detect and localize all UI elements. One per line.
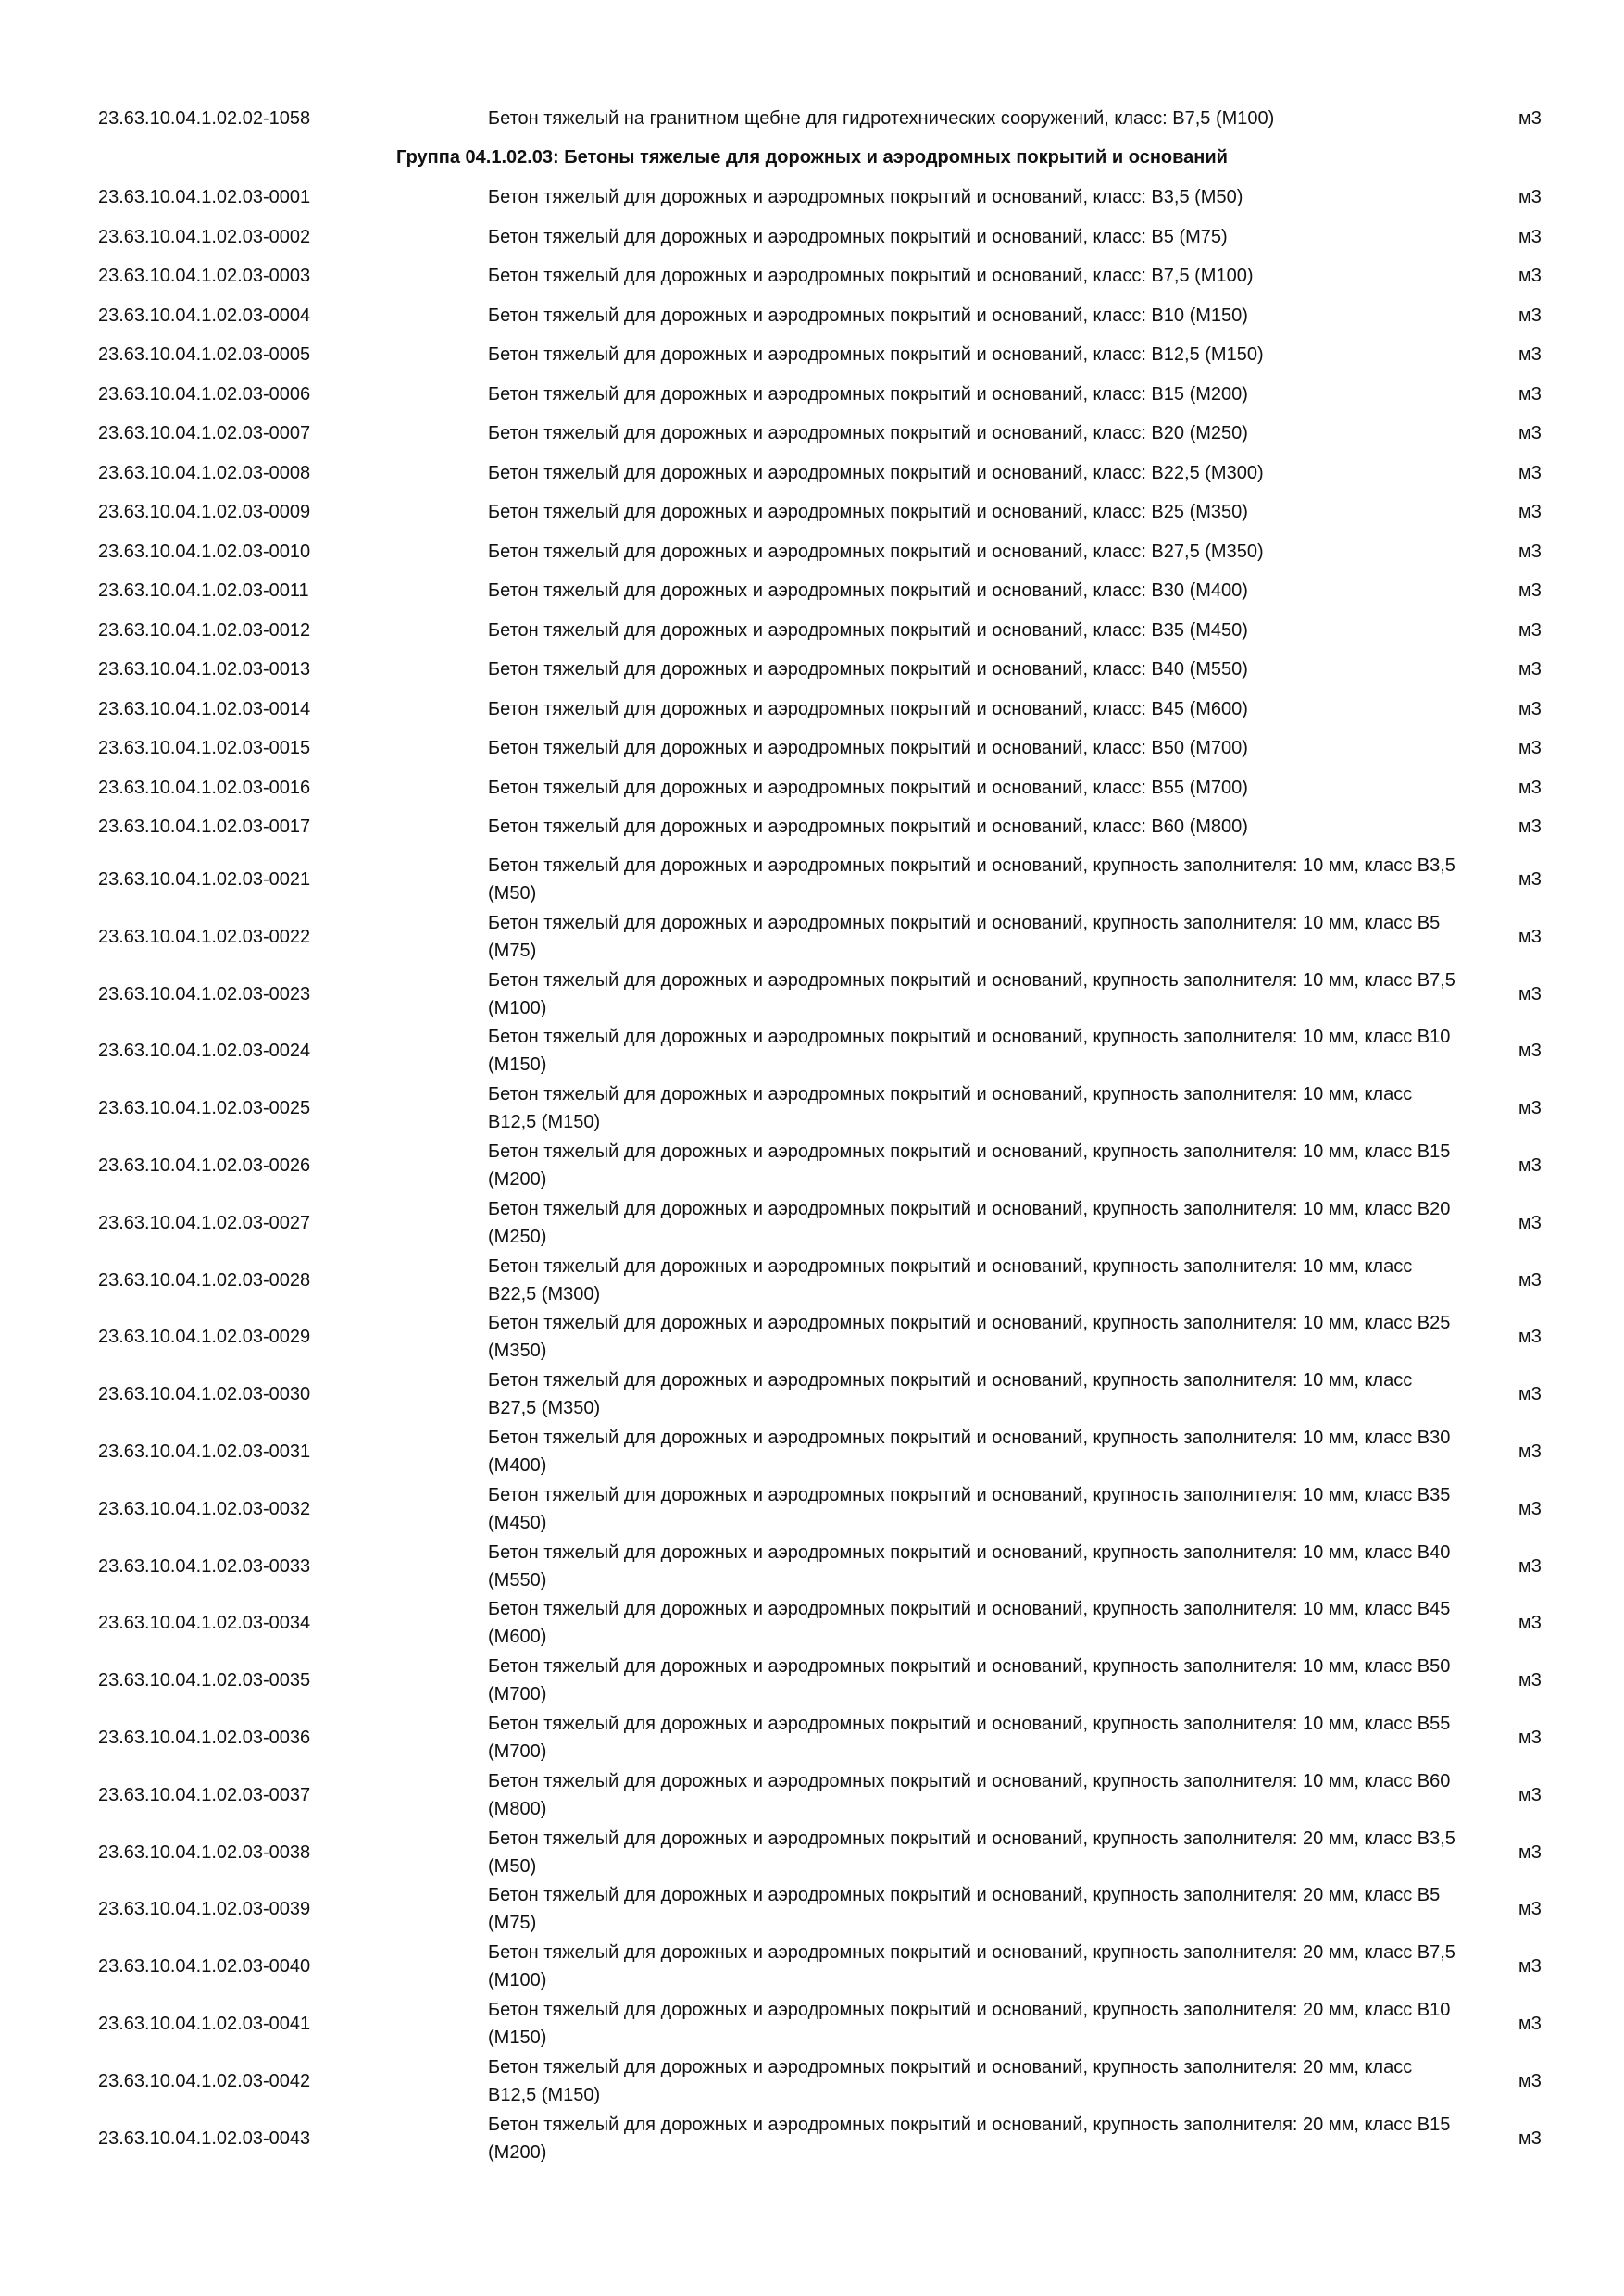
row-code: 23.63.10.04.1.02.03-0031 <box>98 1441 311 1462</box>
row-description: Бетон тяжелый для дорожных и аэродромных покрытий и оснований, класс: B22,5 (M300) <box>488 462 1264 483</box>
row-unit: м3 <box>1518 698 1542 719</box>
row-description: Бетон тяжелый для дорожных и аэродромных покрытий и оснований, крупность заполнителя: 20 мм, класс B12,5 (M150) <box>488 2056 1413 2105</box>
row-code: 23.63.10.04.1.02.03-0014 <box>98 698 311 719</box>
row-code: 23.63.10.04.1.02.02-1058 <box>98 108 311 129</box>
row-description: Бетон тяжелый для дорожных и аэродромных покрытий и оснований, крупность заполнителя: 20 мм, класс B15 (M200) <box>488 2114 1451 2163</box>
row-description: Бетон тяжелый для дорожных и аэродромных покрытий и оснований, крупность заполнителя: 10 мм, класс B25 (M350) <box>488 1313 1451 1362</box>
row-code: 23.63.10.04.1.02.03-0013 <box>98 659 311 680</box>
row-description: Бетон тяжелый для дорожных и аэродромных покрытий и оснований, класс: B30 (M400) <box>488 580 1248 601</box>
row-description: Бетон тяжелый для дорожных и аэродромных покрытий и оснований, класс: B12,5 (M150) <box>488 344 1264 365</box>
row-unit: м3 <box>1518 1841 1542 1863</box>
row-description: Бетон тяжелый для дорожных и аэродромных покрытий и оснований, крупность заполнителя: 10 мм, класс B3,5 (M50) <box>488 855 1455 904</box>
row-unit: м3 <box>1518 1899 1542 1920</box>
row-description: Бетон тяжелый для дорожных и аэродромных покрытий и оснований, крупность заполнителя: 10 мм, класс B35 (M450) <box>488 1484 1451 1533</box>
row-description: Бетон тяжелый для дорожных и аэродромных покрытий и оснований, класс: B15 (M200) <box>488 383 1248 405</box>
row-unit: м3 <box>1518 777 1542 798</box>
row-description: Бетон тяжелый для дорожных и аэродромных покрытий и оснований, класс: B25 (M350) <box>488 502 1248 522</box>
row-description: Бетон тяжелый для дорожных и аэродромных покрытий и оснований, крупность заполнителя: 10 мм, класс B15 (M200) <box>488 1142 1451 1190</box>
row-description: Бетон тяжелый для дорожных и аэродромных покрытий и оснований, крупность заполнителя: 10 мм, класс B12,5 (M150) <box>488 1084 1413 1133</box>
row-description: Бетон тяжелый для дорожных и аэродромных покрытий и оснований, крупность заполнителя: 10 мм, класс B60 (M800) <box>488 1770 1451 1819</box>
row-unit: м3 <box>1518 869 1542 890</box>
row-description: Бетон тяжелый для дорожных и аэродромных покрытий и оснований, крупность заполнителя: 20 мм, класс B7,5 (M100) <box>488 1942 1455 1991</box>
row-code: 23.63.10.04.1.02.03-0007 <box>98 423 311 443</box>
row-code: 23.63.10.04.1.02.03-0034 <box>98 1613 311 1634</box>
row-unit: м3 <box>1518 1041 1542 1062</box>
row-description: Бетон тяжелый для дорожных и аэродромных покрытий и оснований, класс: B60 (M800) <box>488 817 1248 837</box>
row-unit: м3 <box>1518 305 1542 326</box>
row-code: 23.63.10.04.1.02.03-0001 <box>98 187 311 207</box>
row-code: 23.63.10.04.1.02.03-0016 <box>98 777 311 798</box>
row-unit: м3 <box>1518 502 1542 522</box>
row-unit: м3 <box>1518 1098 1542 1119</box>
row-unit: м3 <box>1518 462 1542 483</box>
row-code: 23.63.10.04.1.02.03-0036 <box>98 1728 311 1748</box>
row-description: Бетон тяжелый для дорожных и аэродромных покрытий и оснований, крупность заполнителя: 10 мм, класс B20 (M250) <box>488 1198 1451 1247</box>
row-unit: м3 <box>1518 187 1542 207</box>
row-unit: м3 <box>1518 423 1542 443</box>
row-unit: м3 <box>1518 226 1542 247</box>
row-unit: м3 <box>1518 738 1542 758</box>
row-description: Бетон тяжелый для дорожных и аэродромных покрытий и оснований, класс: B10 (M150) <box>488 305 1248 326</box>
row-code: 23.63.10.04.1.02.03-0003 <box>98 266 311 286</box>
row-unit: м3 <box>1518 817 1542 837</box>
row-unit: м3 <box>1518 266 1542 286</box>
row-unit: м3 <box>1518 619 1542 641</box>
row-description: Бетон тяжелый для дорожных и аэродромных покрытий и оснований, крупность заполнителя: 20 мм, класс B10 (M150) <box>488 2000 1451 2048</box>
row-unit: м3 <box>1518 983 1542 1004</box>
row-code: 23.63.10.04.1.02.03-0023 <box>98 983 311 1004</box>
row-code: 23.63.10.04.1.02.03-0022 <box>98 926 311 947</box>
row-code: 23.63.10.04.1.02.03-0011 <box>98 580 309 601</box>
row-code: 23.63.10.04.1.02.03-0002 <box>98 226 311 247</box>
row-description: Бетон тяжелый для дорожных и аэродромных покрытий и оснований, класс: B40 (M550) <box>488 659 1248 680</box>
row-code: 23.63.10.04.1.02.03-0028 <box>98 1269 311 1291</box>
row-code: 23.63.10.04.1.02.03-0039 <box>98 1899 311 1920</box>
row-code: 23.63.10.04.1.02.03-0033 <box>98 1555 311 1577</box>
row-description: Бетон тяжелый для дорожных и аэродромных покрытий и оснований, крупность заполнителя: 10 мм, класс B40 (M550) <box>488 1541 1451 1591</box>
row-code: 23.63.10.04.1.02.03-0025 <box>98 1098 311 1119</box>
row-description: Бетон тяжелый для дорожных и аэродромных покрытий и оснований, крупность заполнителя: 10 мм, класс B50 (M700) <box>488 1656 1451 1705</box>
row-unit: м3 <box>1518 1956 1542 1978</box>
row-code: 23.63.10.04.1.02.03-0015 <box>98 738 311 758</box>
row-unit: м3 <box>1518 2070 1542 2091</box>
row-description: Бетон тяжелый для дорожных и аэродромных покрытий и оснований, крупность заполнителя: 10 мм, класс B55 (M700) <box>488 1714 1451 1762</box>
row-code: 23.63.10.04.1.02.03-0037 <box>98 1784 311 1805</box>
row-unit: м3 <box>1518 1498 1542 1519</box>
row-unit: м3 <box>1518 344 1542 365</box>
row-unit: м3 <box>1518 1384 1542 1405</box>
row-code: 23.63.10.04.1.02.03-0040 <box>98 1956 311 1978</box>
row-description: Бетон тяжелый для дорожных и аэродромных покрытий и оснований, класс: B3,5 (M50) <box>488 187 1243 207</box>
row-description: Бетон тяжелый для дорожных и аэродромных покрытий и оснований, крупность заполнителя: 10 мм, класс B7,5 (M100) <box>488 969 1455 1018</box>
row-code: 23.63.10.04.1.02.03-0017 <box>98 817 311 837</box>
row-code: 23.63.10.04.1.02.03-0029 <box>98 1327 311 1348</box>
row-unit: м3 <box>1518 2014 1542 2034</box>
row-description: Бетон тяжелый для дорожных и аэродромных покрытий и оснований, крупность заполнителя: 10 мм, класс B30 (M400) <box>488 1428 1451 1476</box>
row-description: Бетон тяжелый для дорожных и аэродромных покрытий и оснований, крупность заполнителя: 10 мм, класс B22,5 (M300) <box>488 1255 1413 1304</box>
row-code: 23.63.10.04.1.02.03-0032 <box>98 1498 311 1519</box>
row-description: Бетон тяжелый для дорожных и аэродромных покрытий и оснований, класс: B7,5 (M100) <box>488 266 1254 286</box>
row-code: 23.63.10.04.1.02.03-0042 <box>98 2070 311 2091</box>
row-description: Бетон тяжелый для дорожных и аэродромных покрытий и оснований, класс: B35 (M450) <box>488 619 1248 641</box>
group-heading: Группа 04.1.02.03: Бетоны тяжелые для дорожных и аэродромных покрытий и оснований <box>396 147 1228 168</box>
row-unit: м3 <box>1518 580 1542 601</box>
row-unit: м3 <box>1518 1555 1542 1577</box>
row-unit: м3 <box>1518 541 1542 562</box>
row-description: Бетон тяжелый для дорожных и аэродромных покрытий и оснований, класс: B5 (M75) <box>488 226 1228 247</box>
row-unit: м3 <box>1518 1327 1542 1348</box>
row-code: 23.63.10.04.1.02.03-0010 <box>98 541 311 562</box>
row-code: 23.63.10.04.1.02.03-0009 <box>98 502 311 522</box>
row-description: Бетон тяжелый для дорожных и аэродромных покрытий и оснований, класс: B55 (M700) <box>488 777 1248 798</box>
row-unit: м3 <box>1518 2128 1542 2149</box>
row-code: 23.63.10.04.1.02.03-0030 <box>98 1384 311 1405</box>
row-unit: м3 <box>1518 1441 1542 1462</box>
row-description: Бетон тяжелый для дорожных и аэродромных покрытий и оснований, крупность заполнителя: 10 мм, класс B45 (M600) <box>488 1599 1451 1648</box>
row-unit: м3 <box>1518 1784 1542 1805</box>
row-code: 23.63.10.04.1.02.03-0024 <box>98 1041 311 1062</box>
row-unit: м3 <box>1518 1670 1542 1691</box>
row-code: 23.63.10.04.1.02.03-0021 <box>98 869 311 890</box>
row-description: Бетон тяжелый на гранитном щебне для гидротехнических сооружений, класс: B7,5 (M100) <box>488 108 1275 129</box>
row-code: 23.63.10.04.1.02.03-0035 <box>98 1670 311 1691</box>
row-code: 23.63.10.04.1.02.03-0041 <box>98 2014 311 2034</box>
row-description: Бетон тяжелый для дорожных и аэродромных покрытий и оснований, класс: B20 (M250) <box>488 423 1248 443</box>
row-description: Бетон тяжелый для дорожных и аэродромных покрытий и оснований, крупность заполнителя: 20 мм, класс B5 (M75) <box>488 1885 1441 1934</box>
row-unit: м3 <box>1518 383 1542 405</box>
row-description: Бетон тяжелый для дорожных и аэродромных покрытий и оснований, крупность заполнителя: 10 мм, класс B5 (M75) <box>488 912 1441 961</box>
row-description: Бетон тяжелый для дорожных и аэродромных покрытий и оснований, класс: B27,5 (M350) <box>488 541 1264 562</box>
row-code: 23.63.10.04.1.02.03-0026 <box>98 1155 311 1176</box>
row-code: 23.63.10.04.1.02.03-0006 <box>98 383 311 405</box>
row-unit: м3 <box>1518 1613 1542 1634</box>
row-description: Бетон тяжелый для дорожных и аэродромных покрытий и оснований, класс: B50 (M700) <box>488 738 1248 758</box>
row-unit: м3 <box>1518 659 1542 680</box>
row-description: Бетон тяжелый для дорожных и аэродромных покрытий и оснований, класс: B45 (M600) <box>488 698 1248 719</box>
row-code: 23.63.10.04.1.02.03-0027 <box>98 1212 311 1233</box>
row-code: 23.63.10.04.1.02.03-0012 <box>98 619 311 641</box>
row-description: Бетон тяжелый для дорожных и аэродромных покрытий и оснований, крупность заполнителя: 10 мм, класс B27,5 (M350) <box>488 1370 1413 1419</box>
row-description: Бетон тяжелый для дорожных и аэродромных покрытий и оснований, крупность заполнителя: 10 мм, класс B10 (M150) <box>488 1027 1451 1076</box>
row-unit: м3 <box>1518 1155 1542 1176</box>
row-code: 23.63.10.04.1.02.03-0043 <box>98 2128 311 2149</box>
row-code: 23.63.10.04.1.02.03-0004 <box>98 305 311 326</box>
row-unit: м3 <box>1518 108 1542 129</box>
row-unit: м3 <box>1518 1212 1542 1233</box>
row-code: 23.63.10.04.1.02.03-0005 <box>98 344 311 365</box>
row-code: 23.63.10.04.1.02.03-0038 <box>98 1841 311 1863</box>
row-description: Бетон тяжелый для дорожных и аэродромных покрытий и оснований, крупность заполнителя: 20 мм, класс B3,5 (M50) <box>488 1828 1455 1877</box>
row-unit: м3 <box>1518 1269 1542 1291</box>
row-code: 23.63.10.04.1.02.03-0008 <box>98 462 311 483</box>
row-unit: м3 <box>1518 926 1542 947</box>
row-unit: м3 <box>1518 1728 1542 1748</box>
